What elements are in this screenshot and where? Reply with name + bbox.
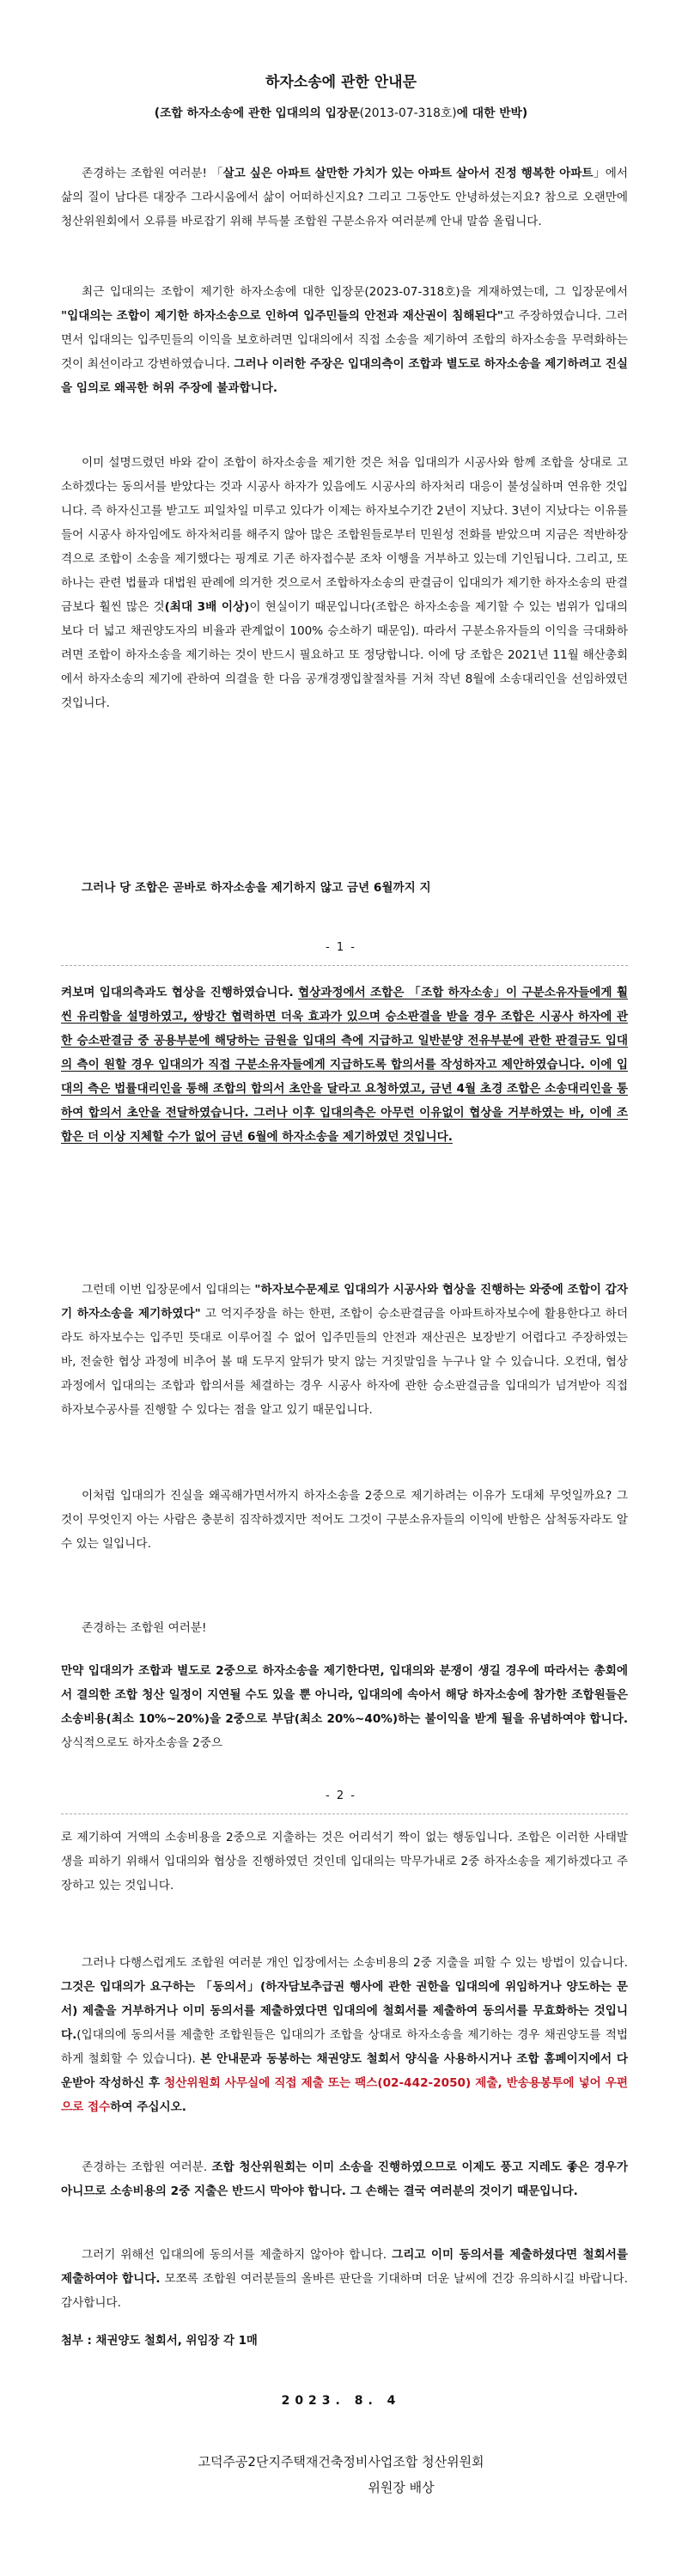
p10-text-a: 존경하는 조합원 여러분.	[82, 2160, 212, 2174]
subtitle-suffix: 에 대한 반박)	[456, 106, 528, 120]
subtitle-prefix: (조합 하자소송에 관한 입대의의 입장문	[154, 106, 360, 120]
paragraph-prevent	[61, 2155, 628, 2203]
paragraph-statement	[61, 280, 628, 400]
p9-instruction: 본 안내문과 동봉하는 채권양도 철회서 양식을 사용하시거나 조합 홈페이지에서 다운받아 작성하신 후	[61, 2052, 628, 2090]
p4-text-a: 그러나 당 조합은 곧바로 하자소송을 제기하지 않고 금년 6월까지 지	[82, 881, 431, 895]
p11-text-a: 그러기 위해선 입대의에 동의서를 제출하지 않아야 합니다.	[82, 2248, 393, 2262]
p8-text-b: 상식적으로도 하자소송을 2중으	[61, 1736, 223, 1750]
document-date: 2023. 8. 4	[281, 2394, 401, 2408]
p3-text-c: 이 현실이기 때문입니다(조합은 하자소송을 제기할 수 있는 범위가 입대의 보다 더 넓고 채권양도자의 비율과 관계없이 100% 승소하기 때문임). 따라서 구분소유자들의 이익을 극대화하려면 조합이 하자소송을 제기하는 것이 반드시 필요하고 또 정당합니다. 이에 당 조합은 2021년 11월 해산총회에서 하자소송의 제기에 관하여 의결을 한 다음 공개경쟁입찰절차를 거쳐 작년 8월에 소송대리인을 선임하였던 것입니다.	[61, 600, 629, 710]
p7-text: 존경하는 조합원 여러분!	[82, 1621, 207, 1635]
p1-text-c: 」에서 삶의 질이 남다른 대장주 그라시움에서 삶이 어떠하신지요? 그리고 그동안도 안녕하셨는지요? 참으로 오랜만에 청산위원회에서 오류를 바로잡기 위해 부득불 조합원 구분소유자 여러분께 안내 말씀 올립니다.	[61, 167, 629, 228]
p2-quote: "입대의는 조합이 제기한 하자소송으로 인하여 입주민들의 안전과 재산권이 침해된다"	[61, 309, 503, 323]
p5-text-c: 고 억지주장을 하는 한편, 조합이 승소판결금을 아파트하자보수에 활용한다고 하더라도 하자보수는 입주민 뜻대로 이루어질 수 없어 입주민들의 안전과 재산권은 보장받기 어렵다고 주장하였는바, 전술한 협상 과정에 비추어 볼 때 도무지 앞뒤가 맞지 않는 거짓말임을 누구나 알 수 있습니다. 오컨대, 협상 과정에서 입대의는 조합과 합의서를 체결하는 경우 시공사 하자에 관한 승소판결금을 입대의가 넘겨받아 직접 하자보수공사를 진행할 수 있다는 점을 알고 있기 때문입니다.	[61, 1307, 628, 1417]
p8-warning: 만약 입대의가 조합과 별도로 2중으로 하자소송을 제기한다면, 입대의와 분쟁이 생길 경우에 따라서는 총회에서 결의한 조합 청산 일정이 지연될 수도 있을 뿐 아니라, 입대의에 속아서 해당 하자소송에 참가한 조합원들은 소송비용(최소 10%~20%)을 2중으로 부담(최소 20%~40%)하는 불이익을 받게 될을 유념하여야 합니다.	[61, 1664, 628, 1726]
p4-negotiation-details: 협상과정에서 조합은 「조합 하자소송」이 구분소유자들에게 훨씬 유리함을 설명하였고, 쌍방간 협력하면 더욱 효과가 있으며 승소판결을 받을 경우 조합은 시공사 하자에 관한 승소판결금 중 공용부분에 해당하는 금원을 입대의 측에 지급하고 일반분양 전유부분에 관한 판결금도 입대의 측이 원할 경우 입대의가 직접 구분소유자들에게 지급하도록 합의서를 작성하자고 제안하였습니다. 이에 입대의 측은 법률대리인을 통해 조합의 합의서 초안을 달라고 요청하였고, 금년 4월 초경 조합은 소송대리인을 통하여 합의서 초안을 전달하였습니다. 그러나 이후 입대의측은 아무런 이유없이 협상을 거부하였는 바, 이에 조합은 더 이상 지체할 수가 없어 금년 6월에 하자소송을 제기하였던 것입니다.	[61, 986, 628, 1144]
document-title: 하자소송에 관한 안내문	[265, 74, 417, 91]
p9-text-f: 하여 주십시오.	[110, 2100, 186, 2114]
p10-statement: 조합 청산위원회는 이미 소송을 진행하였으므로 이제도 풍고 지레도 좋은 경우가 아니므로 소송비용의 2중 지출은 반드시 막아야 합니다. 그 손해는 결국 여러분의 것이기 때문입니다.	[61, 2160, 628, 2198]
paragraph-double-cost-cont	[61, 1826, 628, 1898]
p6-text: 이처럼 입대의가 진실을 왜곡해가면서까지 하자소송을 2중으로 제기하려는 이유가 도대체 무엇일까요? 그것이 무엇인지 아는 사람은 충분히 짐작하겠지만 적어도 그것이 구분소유자들의 이익에 반함은 삼척동자라도 알 수 있는 일입니다.	[61, 1489, 628, 1551]
paragraph-greeting-2	[61, 1616, 628, 1640]
p2-rebuttal: 그러나 이러한 주장은 입대의측이 조합과 별도로 하자소송을 제기하려고 진실을 임의로 왜곡한 허위 주장에 불과합니다.	[61, 357, 628, 395]
p5-text-a: 그런데 이번 입장문에서 입대의는	[82, 1283, 255, 1297]
page-number-2: - 2 -	[326, 1789, 356, 1802]
p9-note: (입대의에 동의서를 제출한 조합원들은 입대의가 조합을 상대로 하자소송을 제기하는 경우 채권양도를 적법하게 철회할 수 있습니다).	[61, 2028, 628, 2066]
p1-text-a: 존경하는 조합원 여러분! 「	[82, 167, 223, 180]
paragraph-reason	[61, 1484, 628, 1556]
p3-text-a: 이미 설명드렸던 바와 같이 조합이 하자소송을 제기한 것은 처음 입대의가 시공사와 함께 조합을 상대로 고소하겠다는 동의서를 받았다는 것과 시공사 하자가 있음에도 시공사의 하자처리 대응이 불성실하며 연유한 것입니다. 즉 하자신고를 받고도 피일차일 미루고 있다가 이제는 하자보수기간 2년이 지났다. 3년이 지났다는 이유를 들어 시공사 하자임에도 하자처리를 해주지 않아 많은 조합원들로부터 민원성 전화를 받았으며 지금은 적반하장격으로 조합이 소송을 제기했다는 핑계로 기존 하자접수분 조차 이행을 거부하고 있는데 기인됩니다. 그리고, 또 하나는 관련 법률과 대법원 판례에 의거한 것으로서 조합하자소송의 판결금이 입대의가 제기한 하자소송의 판결금보다 훨씬 많은 것	[61, 456, 628, 614]
attachment-note: 첨부 : 채권양도 철회서, 위임장 각 1매	[61, 2335, 258, 2348]
paragraph-closing	[61, 2243, 628, 2315]
page-divider	[61, 965, 628, 966]
organization-name: 고덕주공2단지주택재건축정비사업조합 청산위원회	[198, 2454, 484, 2470]
signature-line: 위원장 배상	[368, 2480, 435, 2495]
p9-text-a: 그러나 다행스럽게도 조합원 여러분 개인 입장에서는 소송비용의 2중 지출을 피할 수 있는 방법이 있습니다.	[82, 1956, 628, 1970]
paragraph-negotiation-start	[61, 876, 628, 900]
p4-text-b: 켜보며 입대의측과도 협상을 진행하였습니다.	[61, 986, 299, 999]
p1-slogan: 살고 싶은 아파트 살만한 가치가 있는 아파트 살아서 진정 행복한 아파트	[222, 167, 594, 180]
p9-method: 그것은 입대의가 요구하는 「동의서」(하자담보추급권 행사에 관한 권한을 입대의에 위임하거나 양도하는 문서) 제출을 거부하거나 이미 동의서를 제출하였다면 입대의에 철회서를 제출하여 동의서를 무효화하는 것입니다.	[61, 1980, 628, 2042]
paragraph-solution	[61, 1951, 628, 2119]
p11-text-c: 모쪼록 조합원 여러분들의 올바른 판단을 기대하며 더운 날씨에 건강 유의하시길 바랍니다. 감사합니다.	[61, 2272, 628, 2310]
p8-text-c: 로 제기하여 거액의 소송비용을 2중으로 지출하는 것은 어리석기 짝이 없는 행동입니다. 조합은 이러한 사태발생을 피하기 위해서 입대의와 협상을 진행하였던 것인데 입대의는 막무가내로 2중 하자소송을 제기하겠다고 주장하고 있는 것입니다.	[61, 1831, 628, 1893]
paragraph-greeting	[61, 161, 628, 234]
page-number-1: - 1 -	[326, 941, 356, 954]
paragraph-background	[61, 451, 628, 715]
paragraph-negotiation	[61, 981, 628, 1149]
p2-text-c: 고 주장하였습니다. 그러면서 입대의는 입주민들의 이익을 보호하려면 입대의에서 직접 소송을 제기하여 조합의 하자소송을 무력화하는 것이 최선이라고 강변하였습니다.	[61, 309, 628, 371]
p9-submit-methods: 청산위원회 사무실에 직접 제출 또는 팩스(02-442-2050) 제출, 반송용봉투에 넣어 우편으로 접수	[61, 2076, 628, 2114]
document-subtitle	[0, 103, 682, 124]
p2-text-a: 최근 입대의는 조합이 제기한 하자소송에 대한 입장문(2023-07-318호)을 게재하였는데, 그 입장문에서	[82, 285, 628, 299]
p11-text-b: 그리고 이미 동의서를 제출하셨다면 철회서를 제출하여야 합니다.	[61, 2248, 628, 2286]
subtitle-date: (2013-07-318호)	[359, 106, 457, 120]
paragraph-double-cost	[61, 1659, 628, 1755]
p3-highlight: (최대 3배 이상)	[164, 600, 250, 614]
p5-quote: "하자보수문제로 입대의가 시공사와 협상을 진행하는 와중에 조합이 갑자기 하자소송을 제기하였다"	[61, 1283, 628, 1321]
paragraph-false-claim	[61, 1278, 628, 1422]
